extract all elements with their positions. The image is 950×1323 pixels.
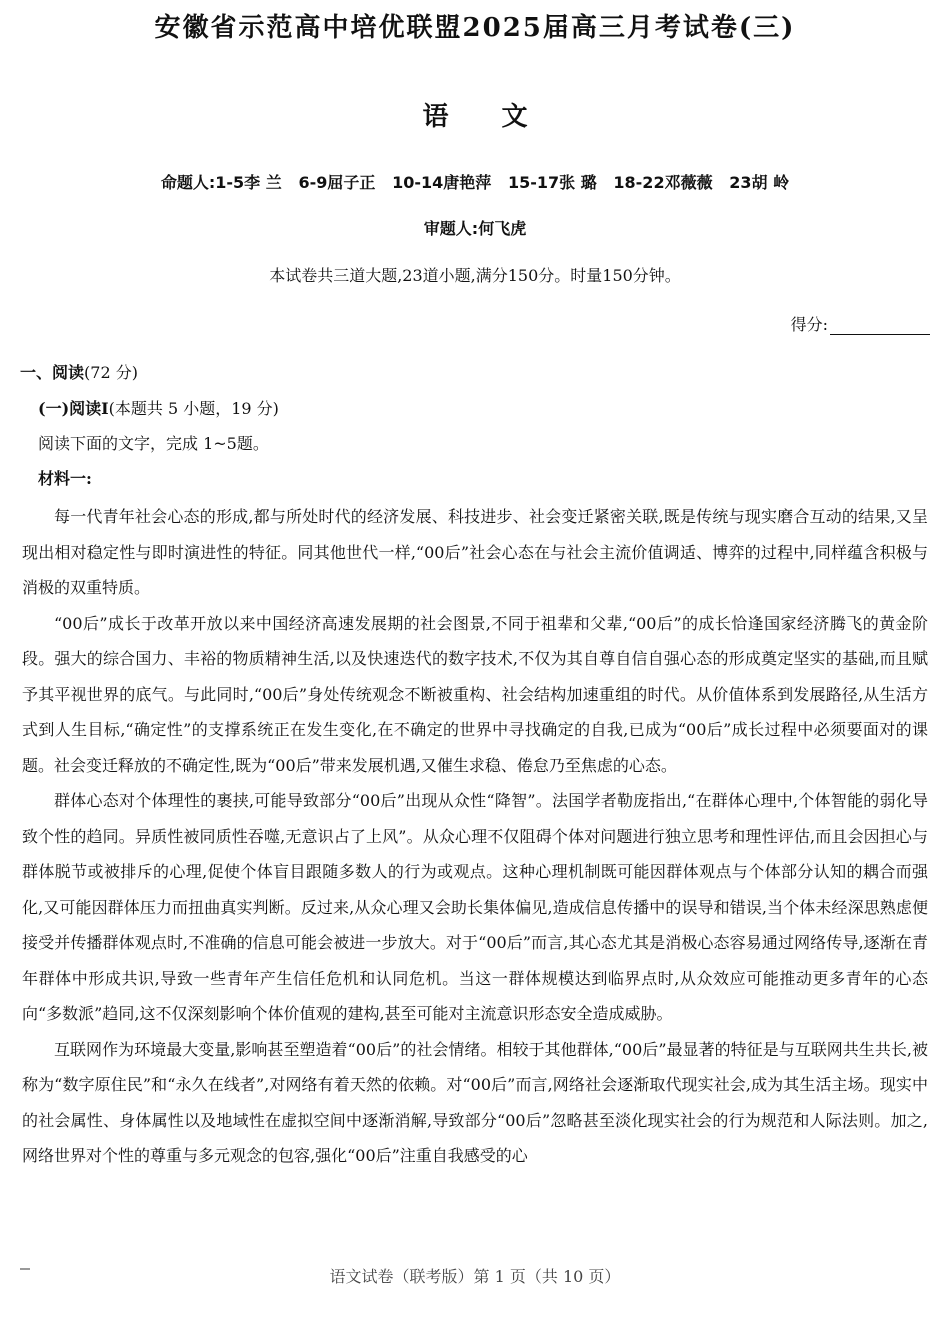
score-blank (830, 318, 930, 335)
exam-info: 本试卷共三道大题,23道小题,满分150分。时量150分钟。 (269, 266, 681, 285)
subject-title: 语 文 (422, 102, 550, 132)
reviewer-line: 审题人:何飞虎 (423, 219, 527, 238)
page-footer: 语文试卷（联考版）第 1 页（共 10 页） (329, 1267, 621, 1286)
authors-line: 命题人:1-5李 兰 6-9屈子正 10-14唐艳萍 15-17张 璐 18-22邓薇薇 23胡 岭 (160, 173, 790, 192)
subsection-heading (38, 396, 279, 419)
subsection-title: (一)阅读Ⅰ (38, 399, 109, 418)
section-heading (20, 360, 138, 383)
paragraph: 群体心态对个体理性的裹挟,可能导致部分“00后”出现从众性“降智”。法国学者勒庞指出,“在群体心理中,个体智能的弱化导致个性的趋同。异质性被同质性吞噬,无意识占了上风”。从众心理不仅阻碍个体对问题进行独立思考和理性评估,而且会因担心与群体脱节或被排斥的心理,促使个体盲目跟随多数人的行为或观点。这种心理机制既可能因群体观点与个体部分认知的耦合而强化,又可能因群体压力而扭曲真实判断。反过来,从众心理又会助长集体偏见,造成信息传播中的误导和错误,当个体未经深思熟虑便接受并传播群体观点时,不准确的信息可能会被进一步放大。对于“00后”而言,其心态尤其是消极心态容易通过网络传导,逐渐在青年群体中形成共识,导致一些青年产生信任危机和认同危机。当这一群体规模达到临界点时,从众效应可能推动更多青年的心态向“多数派”趋同,这不仅深刻影响个体价值观的建构,甚至可能对主流意识形态安全造成威胁。 (22, 791, 928, 1023)
section-points: (72 分) (84, 363, 138, 382)
paragraph: 每一代青年社会心态的形成,都与所处时代的经济发展、科技进步、社会变迁紧密关联,既是传统与现实磨合互动的结果,又呈现出相对稳定性与即时演进性的特征。同其他世代一样,“00后”社会心态在与社会主流价值调适、博弈的过程中,同样蕴含积极与消极的双重特质。 (22, 507, 928, 597)
reading-instruction: 阅读下面的文字，完成 1~5题。 (38, 434, 269, 453)
score-field (791, 312, 930, 335)
section-title: 一、阅读 (20, 363, 85, 382)
article-body (22, 499, 928, 1174)
subsection-points: (本题共 5 小题，19 分) (108, 399, 279, 418)
score-label: 得分: (790, 315, 828, 334)
paragraph: 互联网作为环境最大变量,影响甚至塑造着“00后”的社会情绪。相较于其他群体,“00后”最显著的特征是与互联网共生共长,被称为“数字原住民”和“永久在线者”,对网络有着天然的依赖。对“00后”而言,网络社会逐渐取代现实社会,成为其生活主场。现实中的社会属性、身体属性以及地域性在虚拟空间中逐渐消解,导致部分“00后”忽略甚至淡化现实社会的行为规范和人际法则。加之,网络世界对个性的尊重与多元观念的包容,强化“00后”注重自我感受的心 (22, 1039, 928, 1165)
material-label: 材料一: (38, 469, 92, 488)
paragraph: “00后”成长于改革开放以来中国经济高速发展期的社会图景,不同于祖辈和父辈,“00后”的成长恰逢国家经济腾飞的黄金阶段。强大的综合国力、丰裕的物质精神生活,以及快速迭代的数字技术,不仅为其自尊自信自强心态的形成奠定坚实的基础,而且赋予其平视世界的底气。与此同时,“00后”身处传统观念不断被重构、社会结构加速重组的时代。从价值体系到发展路径,从生活方式到人生目标,“确定性”的支撑系统正在发生变化,在不确定的世界中寻找确定的自我,已成为“00后”成长过程中必须要面对的课题。社会变迁释放的不确定性,既为“00后”带来发展机遇,又催生求稳、倦怠乃至焦虑的心态。 (22, 613, 928, 775)
exam-series-title: 安徽省示范高中培优联盟2025届高三月考试卷(三) (154, 13, 796, 43)
